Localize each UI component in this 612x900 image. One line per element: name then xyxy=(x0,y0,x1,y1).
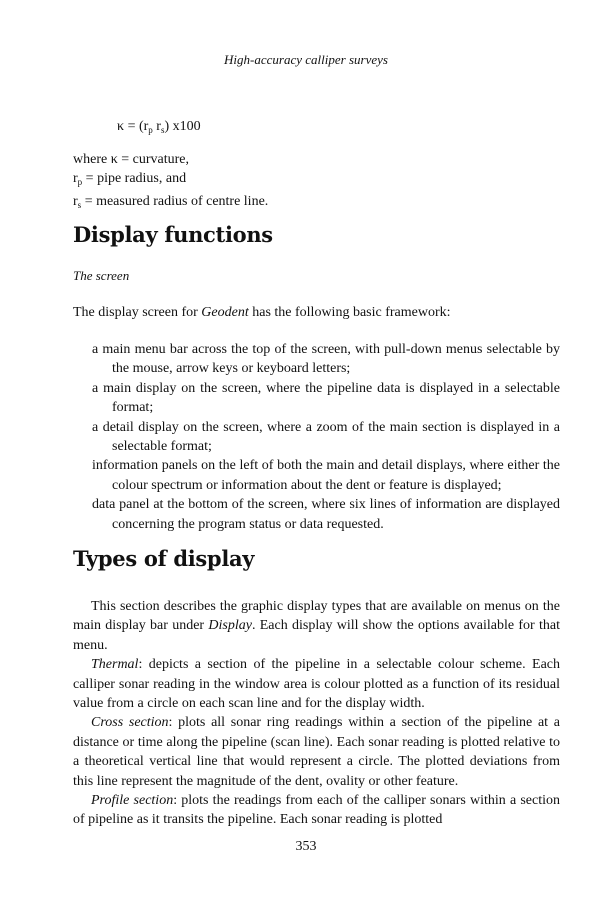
list-item: information panels on the left of both the main and detail displays, where either the colour spectrum or information about the dent or feature is displayed; xyxy=(92,458,560,493)
framework-list xyxy=(92,340,560,534)
paragraph-cross-section: Cross section: plots all sonar ring readings within a section of the pipeline at a distance or time along the pipeline (scan line). Each sonar reading is plotted relative to a theoretical vertical line that would represent a circle. The plotted deviations from this line represent the magnitude of the dent, ovality or other feature. xyxy=(73,715,560,789)
paragraph-profile-section: Profile section: plots the readings from each of the calliper sonars within a section of pipeline as it transits the pipeline. Each sonar reading is plotted xyxy=(73,793,560,828)
list-item: a main display on the screen, where the pipeline data is displayed in a selectable format; xyxy=(92,380,560,416)
subheading-the-screen: The screen xyxy=(73,268,130,283)
heading-display-functions: Display functions xyxy=(73,222,273,247)
list-item: data panel at the bottom of the screen, where six lines of information are displayed concerning the program status or data requested. xyxy=(92,497,560,532)
formula-mid: r xyxy=(152,119,161,134)
definition-measured-radius: $r_s$ = measured radius of centre line. xyxy=(73,194,269,210)
paragraph-thermal: Thermal: depicts a section of the pipeline in a selectable colour scheme. Each calliper sonar reading in the window area is colour plotted as a function of its residual value from a circle on each scan line and for the display width. xyxy=(73,657,560,712)
types-of-display-body xyxy=(73,597,560,830)
screen-intro-paragraph: The display screen for Geodent has the following basic framework: xyxy=(73,305,451,320)
list-item: a detail display on the screen, where a zoom of the main section is displayed in a selectable format; xyxy=(92,419,560,455)
formula-definitions xyxy=(73,150,268,215)
paragraph-intro: This section describes the graphic display types that are available on menus on the main display bar under Display. Each display will show the options available for that menu. xyxy=(73,599,561,653)
formula-sub-p: p xyxy=(148,125,153,135)
formula-tail: ) x100 xyxy=(164,119,201,134)
curvature-formula xyxy=(117,119,201,135)
running-head: High-accuracy calliper surveys xyxy=(224,52,388,67)
list-item: a main menu bar across the top of the screen, with pull-down menus selectable by the mouse, arrow keys or keyboard letters; xyxy=(92,342,560,377)
definition-curvature: where κ = curvature, xyxy=(73,152,190,167)
formula-kappa: κ xyxy=(117,119,125,134)
formula-eq: = (r xyxy=(124,119,149,134)
page-number: 353 xyxy=(295,839,317,854)
heading-types-of-display: Types of display xyxy=(73,546,255,571)
formula-sub-s: s xyxy=(160,125,165,135)
definition-pipe-radius: $r_p$ = pipe radius, and xyxy=(73,171,187,187)
